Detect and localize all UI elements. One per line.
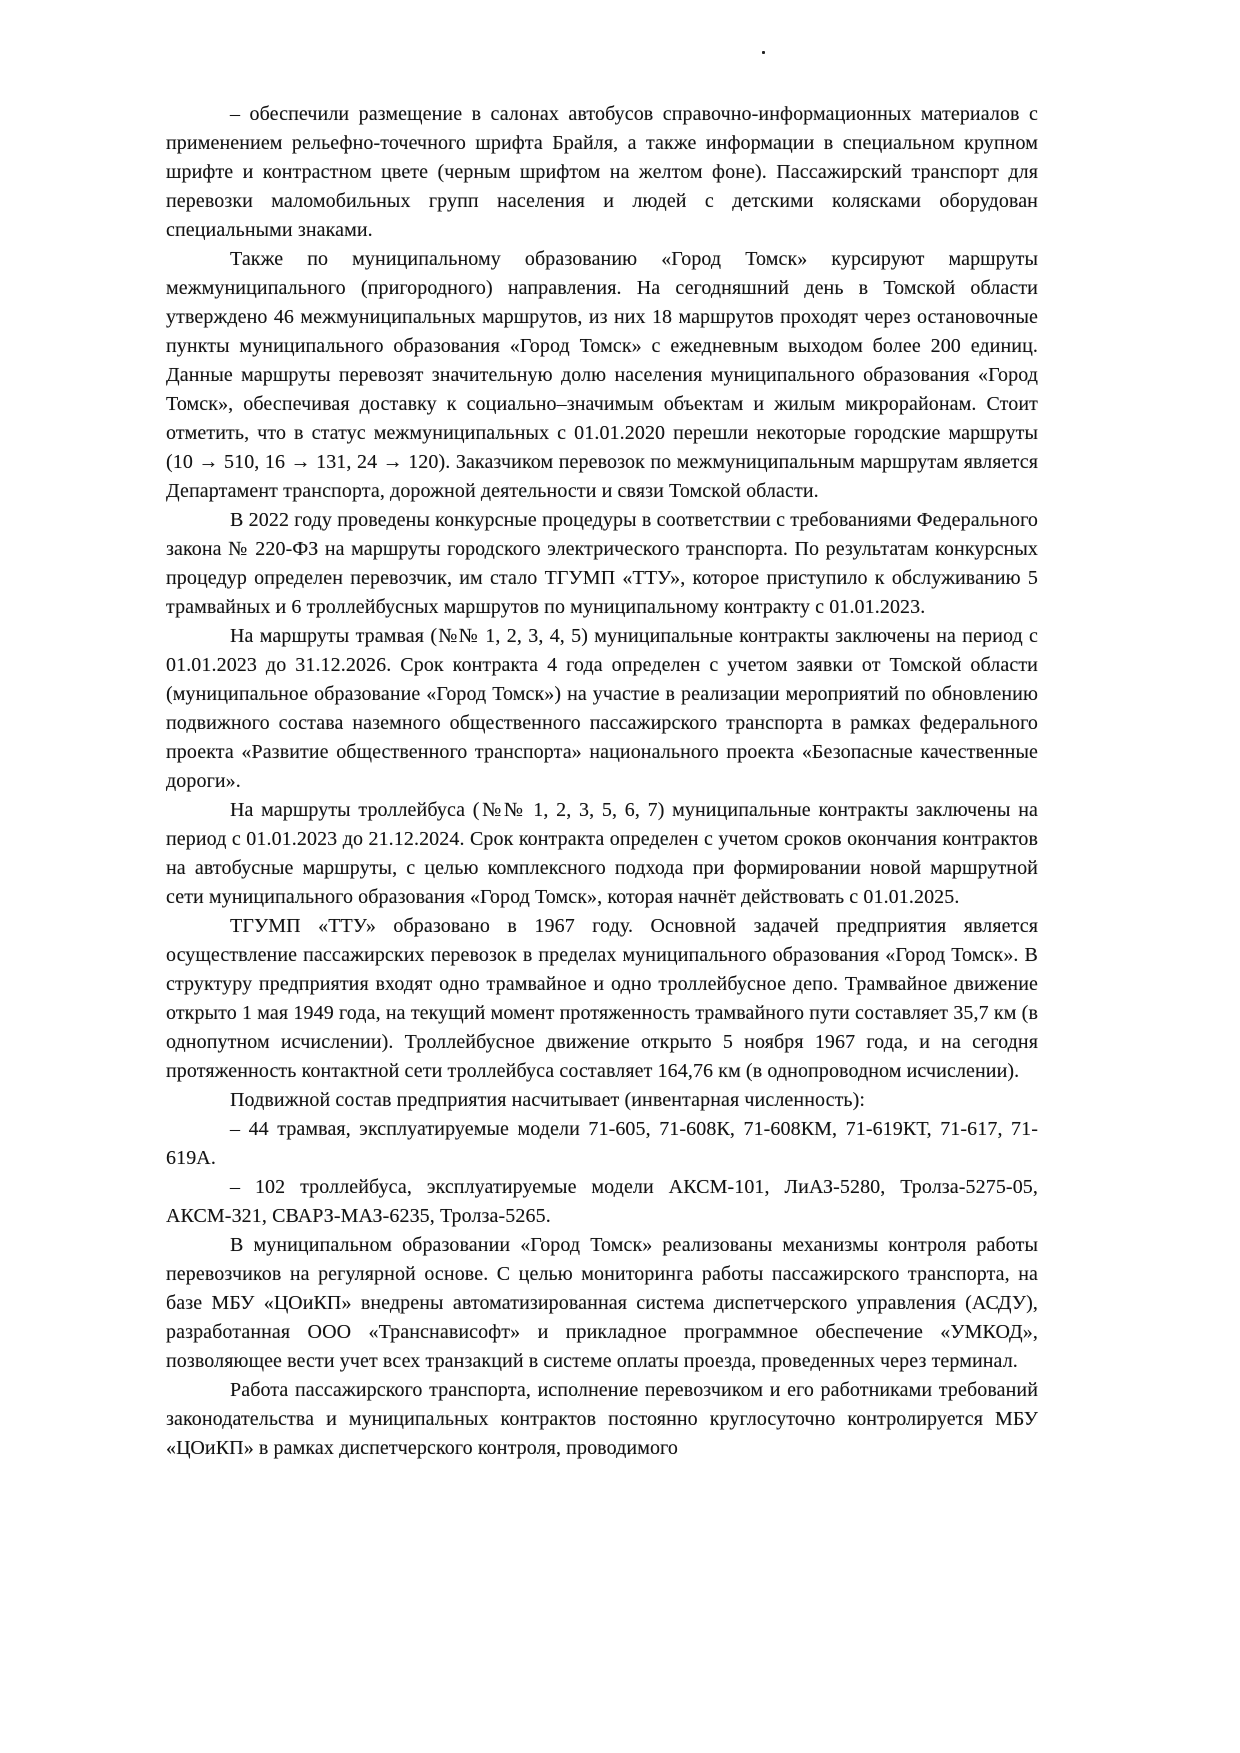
paragraph: Также по муниципальному образованию «Город Томск» курсируют маршруты межмуниципального (пригородного) направления. На сегодняшний день в Томской области утверждено 46 межмуниципальных маршрутов, из них 18 маршрутов проходят через остановочные пункты муниципального образования «Город Томск» с ежедневным выходом более 200 единиц. Данные маршруты перевозят значительную долю населения муниципального образования «Город Томск», обеспечивая доставку к социально–значимым объектам и жилым микрорайонам. Стоит отметить, что в статус межмуниципальных с 01.01.2020 перешли некоторые городские маршруты (10 → 510, 16 → 131, 24 → 120). Заказчиком перевозок по межмуниципальным маршрутам является Департамент транспорта, дорожной деятельности и связи Томской области. xyxy=(166,248,1038,502)
document-text-block xyxy=(166,100,1038,1463)
paragraph: На маршруты троллейбуса (№№ 1, 2, 3, 5, 6, 7) муниципальные контракты заключены на период с 01.01.2023 до 21.12.2024. Срок контракта определен с учетом сроков окончания контрактов на автобусные маршруты, с целью комплексного подхода при формировании новой маршрутной сети муниципального образования «Город Томск», которая начнёт действовать с 01.01.2025. xyxy=(166,799,1038,908)
scan-speck-dot xyxy=(762,51,765,54)
paragraph: На маршруты трамвая (№№ 1, 2, 3, 4, 5) муниципальные контракты заключены на период с 01.01.2023 до 31.12.2026. Срок контракта 4 года определен с учетом заявки от Томской области (муниципальное образование «Город Томск») на участие в реализации мероприятий по обновлению подвижного состава наземного общественного пассажирского транспорта в рамках федерального проекта «Развитие общественного транспорта» национального проекта «Безопасные качественные дороги». xyxy=(166,625,1038,792)
paragraph: – 102 троллейбуса, эксплуатируемые модели АКСМ-101, ЛиАЗ-5280, Тролза-5275-05, АКСМ-321, СВАРЗ-МАЗ-6235, Тролза-5265. xyxy=(166,1176,1038,1227)
paragraph: – обеспечили размещение в салонах автобусов справочно-информационных материалов с применением рельефно-точечного шрифта Брайля, а также информации в специальном крупном шрифте и контрастном цвете (черным шрифтом на желтом фоне). Пассажирский транспорт для перевозки маломобильных групп населения и людей с детскими колясками оборудован специальными знаками. xyxy=(166,103,1038,241)
paragraph: Подвижной состав предприятия насчитывает (инвентарная численность): xyxy=(230,1089,866,1111)
paragraph: – 44 трамвая, эксплуатируемые модели 71-605, 71-608К, 71-608КМ, 71-619КТ, 71-617, 71-619А. xyxy=(166,1118,1038,1169)
paragraph: ТГУМП «ТТУ» образовано в 1967 году. Основной задачей предприятия является осуществление пассажирских перевозок в пределах муниципального образования «Город Томск». В структуру предприятия входят одно трамвайное и одно троллейбусное депо. Трамвайное движение открыто 1 мая 1949 года, на текущий момент протяженность трамвайного пути составляет 35,7 км (в однопутном исчислении). Троллейбусное движение открыто 5 ноября 1967 года, и на сегодня протяженность контактной сети троллейбуса составляет 164,76 км (в однопроводном исчислении). xyxy=(166,915,1038,1082)
paragraph: В муниципальном образовании «Город Томск» реализованы механизмы контроля работы перевозчиков на регулярной основе. С целью мониторинга работы пассажирского транспорта, на базе МБУ «ЦОиКП» внедрены автоматизированная система диспетчерского управления (АСДУ), разработанная ООО «Транснависофт» и прикладное программное обеспечение «УМКОД», позволяющее вести учет всех транзакций в системе оплаты проезда, проведенных через терминал. xyxy=(166,1234,1038,1372)
paragraph: Работа пассажирского транспорта, исполнение перевозчиком и его работниками требований законодательства и муниципальных контрактов постоянно круглосуточно контролируется МБУ «ЦОиКП» в рамках диспетчерского контроля, проводимого xyxy=(166,1379,1038,1459)
paragraph: В 2022 году проведены конкурсные процедуры в соответствии с требованиями Федерального закона № 220-ФЗ на маршруты городского электрического транспорта. По результатам конкурсных процедур определен перевозчик, им стало ТГУМП «ТТУ», которое приступило к обслуживанию 5 трамвайных и 6 троллейбусных маршрутов по муниципальному контракту с 01.01.2023. xyxy=(166,509,1038,618)
